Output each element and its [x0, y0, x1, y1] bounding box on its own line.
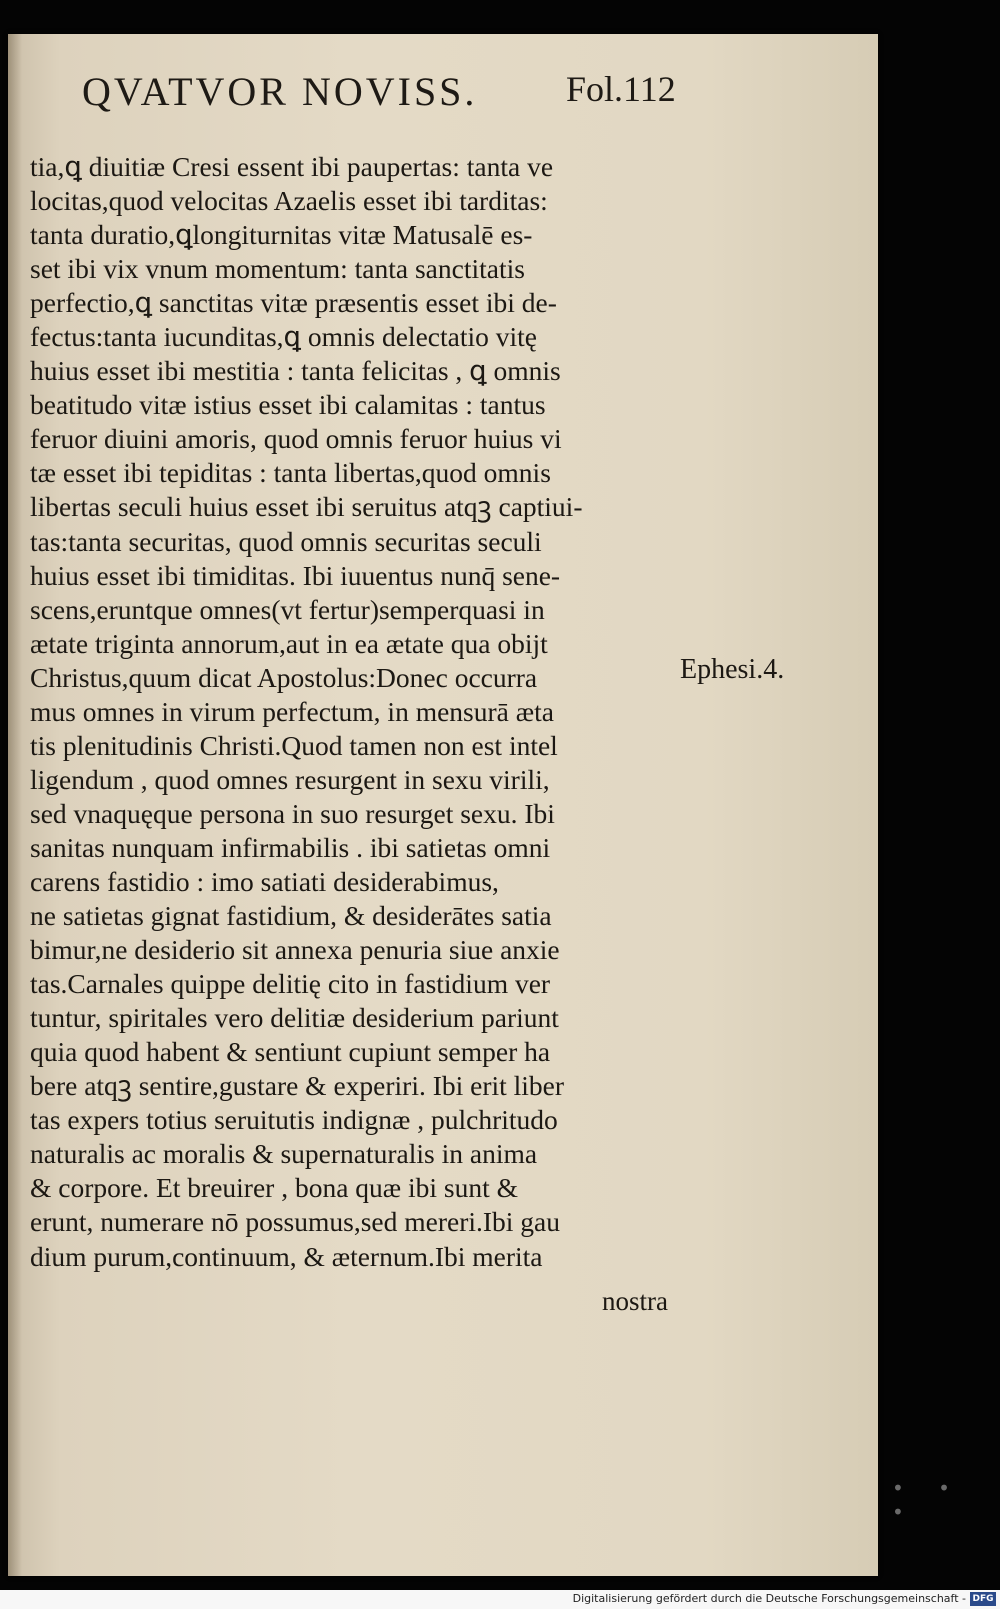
- text-line: ne satietas gignat fastidium, & desiderātes satia: [30, 900, 552, 932]
- text-line: carens fastidio : imo satiati desiderabimus,: [30, 865, 499, 897]
- dfg-logo: DFG: [970, 1592, 996, 1606]
- running-title: QVATVOR NOVISS.: [82, 69, 478, 114]
- text-line: tas expers totius seruitutis indignæ , pulchritudo: [30, 1104, 558, 1136]
- margin-note-reference: Ephesi.4.: [680, 654, 785, 685]
- page-gutter-shadow: [8, 34, 22, 1576]
- text-line: fectus:tanta iucunditas,ꝗ omnis delectatio vitę: [30, 321, 537, 353]
- folio-number: Fol.112: [566, 69, 676, 109]
- text-line: tuntur, spiritales vero delitiæ desiderium pariunt: [30, 1002, 559, 1034]
- text-line: ligendum , quod omnes resurgent in sexu virili,: [30, 763, 550, 795]
- text-line: beatitudo vitæ istius esset ibi calamitas : tantus: [30, 389, 546, 421]
- scan-artifact-dots: • • •: [892, 1476, 964, 1524]
- footer-bar: [0, 1590, 1000, 1609]
- footer-credit: Digitalisierung gefördert durch die Deutsche Forschungsgemeinschaft -: [572, 1592, 966, 1605]
- text-line: sanitas nunquam infirmabilis . ibi satietas omni: [30, 831, 551, 863]
- text-line: tæ esset ibi tepiditas : tanta libertas,quod omnis: [30, 457, 551, 489]
- text-line: mus omnes in virum perfectum, in mensurā æta: [30, 695, 554, 727]
- text-line: tas:tanta securitas, quod omnis securitas seculi: [30, 525, 542, 557]
- text-line: bere atqꝫ sentire,gustare & experiri. Ibi erit liber: [30, 1070, 565, 1102]
- text-line: perfectio,ꝗ sanctitas vitæ præsentis esset ibi de-: [30, 287, 557, 319]
- text-line: tia,ꝗ diuitiæ Cresi essent ibi paupertas: tanta ve: [30, 151, 554, 182]
- text-line: ætate triginta annorum,aut in ea ætate qua obijt: [30, 627, 548, 659]
- body-text: [30, 150, 680, 1274]
- text-line: & corpore. Et breuirer , bona quæ ibi sunt &: [30, 1172, 519, 1204]
- text-line: bimur,ne desiderio sit annexa penuria siue anxie: [30, 934, 560, 966]
- text-line: libertas seculi huius esset ibi seruitus atqꝫ captiui-: [30, 491, 583, 523]
- text-line: dium purum,continuum, & æternum.Ibi merita: [30, 1240, 543, 1272]
- text-line: erunt, numerare nō possumus,sed mereri.Ibi gau: [30, 1206, 560, 1238]
- text-line: huius esset ibi timiditas. Ibi iuuentus nunq̄ sene-: [30, 559, 561, 591]
- text-line: Christus,quum dicat Apostolus:Donec occurra: [30, 661, 538, 693]
- text-line: tis plenitudinis Christi.Quod tamen non est intel: [30, 729, 558, 761]
- text-line: huius esset ibi mestitia : tanta felicitas , ꝗ omnis: [30, 355, 561, 387]
- text-line: quia quod habent & sentiunt cupiunt semper ha: [30, 1036, 551, 1068]
- catchword: nostra: [602, 1286, 668, 1316]
- text-line: feruor diuini amoris, quod omnis feruor huius vi: [30, 423, 562, 455]
- text-line: scens,eruntque omnes(vt fertur)semperquasi in: [30, 593, 545, 625]
- text-line: set ibi vix vnum momentum: tanta sanctitatis: [30, 253, 525, 285]
- text-line: locitas,quod velocitas Azaelis esset ibi tarditas:: [30, 185, 548, 217]
- text-line: sed vnaquęque persona in suo resurget sexu. Ibi: [30, 797, 555, 829]
- text-line: tas.Carnales quippe delitię cito in fastidium ver: [30, 968, 551, 1000]
- text-line: tanta duratio,ꝗlongiturnitas vitæ Matusalē es-: [30, 219, 533, 251]
- text-line: naturalis ac moralis & supernaturalis in anima: [30, 1138, 538, 1170]
